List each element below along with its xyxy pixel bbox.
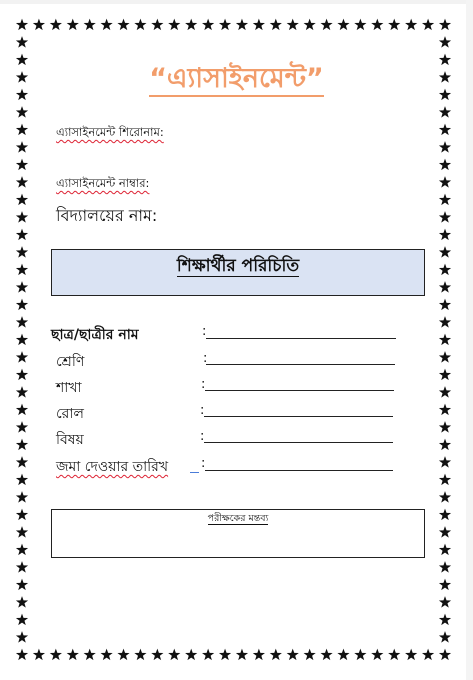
field-label-submission-date: জমা দেওয়ার তারিখ	[56, 459, 169, 475]
star-icon	[33, 19, 45, 31]
examiner-comment-heading	[52, 512, 424, 527]
star-icon	[439, 194, 451, 206]
star-icon	[16, 246, 28, 258]
star-icon	[16, 491, 28, 503]
field-line-submission-date[interactable]	[205, 470, 393, 471]
star-icon	[16, 264, 28, 276]
star-icon	[16, 614, 28, 626]
student-intro-heading-text: শিক্ষার্থীর পরিচিতি	[176, 256, 300, 276]
student-intro-heading	[52, 253, 424, 281]
star-icon	[388, 19, 400, 31]
star-icon	[439, 316, 451, 328]
star-icon	[287, 19, 299, 31]
field-label-subject: বিষয়	[56, 432, 84, 448]
star-icon	[320, 649, 332, 661]
star-icon	[16, 281, 28, 293]
star-icon	[16, 421, 28, 433]
star-icon	[439, 229, 451, 241]
star-icon	[439, 351, 451, 363]
star-icon	[16, 649, 28, 661]
star-icon	[439, 614, 451, 626]
examiner-comment-heading-text: পরীক্ষকের মন্তব্য	[207, 513, 269, 524]
title-text: “এ্যাসাইনমেন্ট”	[149, 63, 324, 97]
star-icon	[84, 19, 96, 31]
field-label-class: শ্রেণি	[56, 354, 85, 370]
star-icon	[16, 176, 28, 188]
text-cursor-mark	[190, 472, 199, 473]
star-icon	[439, 474, 451, 486]
star-icon	[439, 579, 451, 591]
star-icon	[439, 491, 451, 503]
field-label-roll: রোল	[56, 406, 84, 422]
star-icon	[439, 526, 451, 538]
star-icon	[219, 649, 231, 661]
star-icon	[101, 19, 113, 31]
star-icon	[16, 386, 28, 398]
school-name-label: বিদ্যালয়ের নাম:	[56, 206, 158, 225]
field-colon: :	[202, 324, 207, 339]
star-icon	[67, 649, 79, 661]
star-icon	[439, 264, 451, 276]
star-icon	[16, 596, 28, 608]
star-icon	[354, 649, 366, 661]
star-icon	[337, 649, 349, 661]
star-icon	[185, 649, 197, 661]
star-icon	[287, 649, 299, 661]
star-icon	[134, 649, 146, 661]
field-line-student-name[interactable]	[206, 338, 396, 339]
star-icon	[439, 124, 451, 136]
star-icon	[439, 386, 451, 398]
star-icon	[16, 299, 28, 311]
star-icon	[439, 649, 451, 661]
star-icon	[101, 649, 113, 661]
star-icon	[67, 19, 79, 31]
star-icon	[439, 561, 451, 573]
star-icon	[439, 596, 451, 608]
star-icon	[439, 106, 451, 118]
star-icon	[439, 36, 451, 48]
star-icon	[16, 369, 28, 381]
field-colon: :	[201, 456, 206, 471]
star-icon	[270, 19, 282, 31]
star-icon	[219, 19, 231, 31]
student-intro-box	[51, 249, 425, 296]
star-icon	[439, 509, 451, 521]
star-icon	[304, 649, 316, 661]
star-icon	[439, 246, 451, 258]
star-icon	[16, 561, 28, 573]
star-icon	[50, 649, 62, 661]
star-icon	[439, 439, 451, 451]
field-colon: :	[200, 429, 205, 444]
star-icon	[236, 19, 248, 31]
star-icon	[16, 334, 28, 346]
star-icon	[151, 649, 163, 661]
star-icon	[371, 649, 383, 661]
star-icon	[117, 649, 129, 661]
star-icon	[439, 176, 451, 188]
star-icon	[253, 19, 265, 31]
star-icon	[16, 124, 28, 136]
star-icon	[439, 456, 451, 468]
star-icon	[320, 19, 332, 31]
field-label-student-name: ছাত্র/ছাত্রীর নাম	[51, 327, 139, 343]
star-icon	[16, 229, 28, 241]
star-icon	[16, 526, 28, 538]
star-icon	[16, 316, 28, 328]
assignment-title-label: এ্যাসাইনমেন্ট শিরোনাম:	[56, 125, 164, 139]
star-icon	[16, 106, 28, 118]
star-icon	[16, 159, 28, 171]
star-icon	[16, 351, 28, 363]
star-icon	[16, 404, 28, 416]
star-icon	[16, 474, 28, 486]
star-icon	[371, 19, 383, 31]
field-colon: :	[201, 377, 206, 392]
star-icon	[304, 19, 316, 31]
star-icon	[50, 19, 62, 31]
field-line-section[interactable]	[205, 390, 394, 391]
page-top-edge	[0, 0, 473, 4]
document-title	[0, 58, 473, 103]
star-icon	[16, 544, 28, 556]
field-label-section: শাখা	[56, 380, 82, 396]
field-line-subject[interactable]	[204, 442, 393, 443]
star-icon	[16, 19, 28, 31]
star-icon	[422, 649, 434, 661]
field-colon: :	[203, 351, 208, 366]
star-icon	[202, 649, 214, 661]
star-icon	[151, 19, 163, 31]
star-icon	[168, 649, 180, 661]
star-icon	[354, 19, 366, 31]
star-icon	[117, 19, 129, 31]
star-icon	[84, 649, 96, 661]
star-icon	[439, 421, 451, 433]
assignment-number-label: এ্যাসাইনমেন্ট নাম্বার:	[56, 176, 150, 190]
star-icon	[439, 299, 451, 311]
star-icon	[439, 141, 451, 153]
star-icon	[439, 281, 451, 293]
field-line-roll[interactable]	[204, 416, 393, 417]
star-icon	[388, 649, 400, 661]
star-icon	[16, 456, 28, 468]
star-icon	[202, 19, 214, 31]
star-icon	[405, 19, 417, 31]
star-icon	[185, 19, 197, 31]
star-icon	[405, 649, 417, 661]
star-icon	[33, 649, 45, 661]
star-icon	[439, 19, 451, 31]
examiner-comment-box[interactable]	[51, 509, 425, 558]
star-icon	[16, 631, 28, 643]
star-icon	[439, 211, 451, 223]
star-icon	[422, 19, 434, 31]
star-icon	[134, 19, 146, 31]
star-icon	[439, 334, 451, 346]
star-icon	[16, 194, 28, 206]
star-icon	[439, 159, 451, 171]
star-icon	[236, 649, 248, 661]
field-colon: :	[200, 403, 205, 418]
star-icon	[16, 509, 28, 521]
star-icon	[16, 439, 28, 451]
star-icon	[168, 19, 180, 31]
star-icon	[439, 631, 451, 643]
star-icon	[16, 141, 28, 153]
star-icon	[16, 579, 28, 591]
star-icon	[439, 404, 451, 416]
star-icon	[16, 211, 28, 223]
star-icon	[16, 36, 28, 48]
star-icon	[439, 544, 451, 556]
field-line-class[interactable]	[206, 364, 395, 365]
star-icon	[337, 19, 349, 31]
star-icon	[270, 649, 282, 661]
star-icon	[253, 649, 265, 661]
star-icon	[439, 369, 451, 381]
